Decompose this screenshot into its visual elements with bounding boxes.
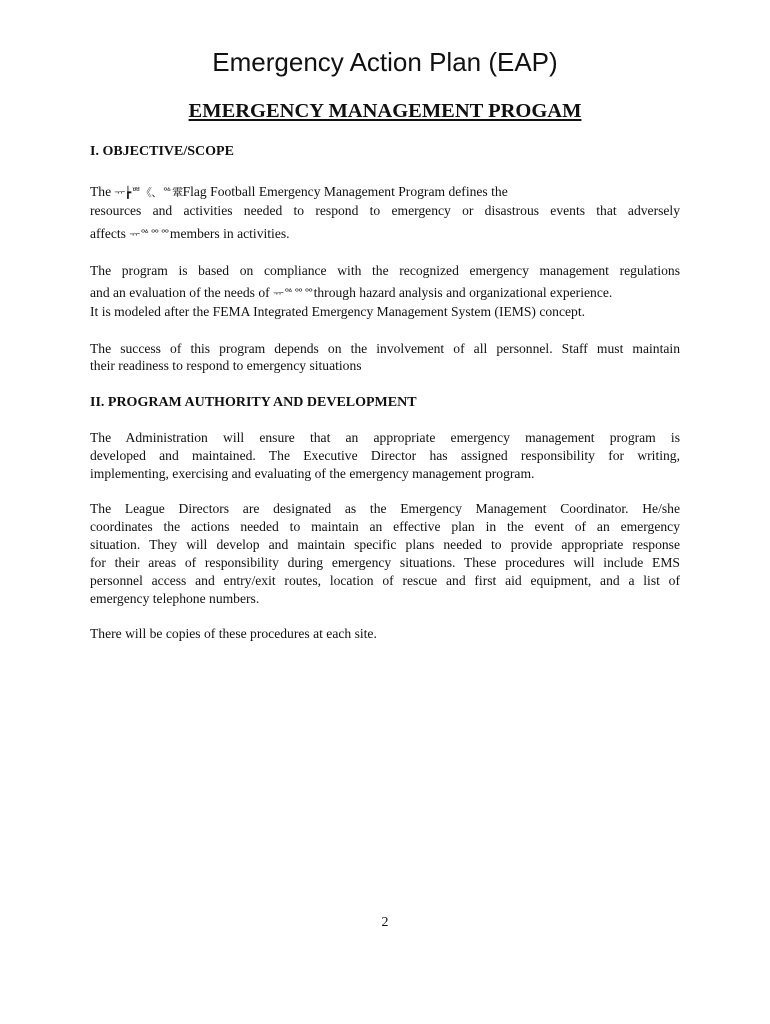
paragraph-line bbox=[90, 225, 290, 244]
paragraph-copies bbox=[90, 625, 680, 645]
paragraph-line: implementing, exercising and evaluating of the emergency management program. bbox=[90, 466, 535, 481]
garbled-glyph-text: ᅲ┢ᄈ《、ᅆ bbox=[114, 186, 173, 199]
paragraph-success bbox=[90, 340, 680, 380]
paragraph-line: The program is based on compliance with the recognized emergency management regulations bbox=[90, 263, 680, 278]
paragraph-line: The success of this program depends on the involvement of all personnel. Staff must maintain bbox=[90, 341, 680, 356]
garbled-glyph-text: ᅲᅆᅇᅇ bbox=[273, 287, 314, 300]
paragraph-line: emergency telephone numbers. bbox=[90, 591, 260, 606]
paragraph-objective-scope bbox=[90, 183, 680, 243]
garbled-glyph-text: 䨣 bbox=[172, 186, 183, 199]
paragraph-compliance bbox=[90, 262, 680, 322]
paragraph-line: personnel access and entry/exit routes, location of rescue and first aid equipment, and a list of bbox=[90, 573, 680, 588]
paragraph-line bbox=[90, 284, 612, 303]
garbled-glyph-text: ᅲᅆᅇᅇ bbox=[129, 228, 170, 241]
text-fragment: members in activities. bbox=[169, 226, 290, 241]
paragraph-line: The Administration will ensure that an appropriate emergency management program is bbox=[90, 430, 680, 445]
paragraph-line bbox=[90, 183, 508, 202]
document-subtitle: EMERGENCY MANAGEMENT PROGAM bbox=[188, 100, 582, 122]
paragraph-line: It is modeled after the FEMA Integrated Emergency Management System (IEMS) concept. bbox=[90, 304, 586, 319]
section-heading-program-authority: II. PROGRAM AUTHORITY AND DEVELOPMENT bbox=[90, 395, 417, 410]
text-fragment: and an evaluation of the needs of bbox=[90, 285, 274, 300]
paragraph-line: resources and activities needed to respond to emergency or disastrous events that adversely bbox=[90, 203, 680, 218]
paragraph-line: developed and maintained. The Executive Director has assigned responsibility for writing, bbox=[90, 448, 680, 463]
text-fragment: The bbox=[90, 184, 115, 199]
paragraph-line: for their areas of responsibility during emergency situations. These procedures will include EMS bbox=[90, 555, 680, 570]
document-title: Emergency Action Plan (EAP) bbox=[212, 47, 558, 77]
text-fragment: through hazard analysis and organizational experience. bbox=[313, 285, 613, 300]
paragraph-league-directors bbox=[90, 500, 680, 610]
page-number: 2 bbox=[381, 915, 389, 930]
paragraph-line: coordinates the actions needed to maintain an effective plan in the event of an emergency bbox=[90, 519, 680, 534]
paragraph-line: situation. They will develop and maintain specific plans needed to provide appropriate response bbox=[90, 537, 680, 552]
paragraph-administration bbox=[90, 429, 680, 485]
text-fragment: affects bbox=[90, 226, 130, 241]
paragraph-line: their readiness to respond to emergency situations bbox=[90, 358, 362, 373]
paragraph-line: There will be copies of these procedures at each site. bbox=[90, 626, 377, 641]
section-heading-objective-scope: I. OBJECTIVE/SCOPE bbox=[90, 144, 234, 159]
text-fragment: Flag Football Emergency Management Program defines the bbox=[182, 184, 508, 199]
paragraph-line: The League Directors are designated as the Emergency Management Coordinator. He/she bbox=[90, 501, 680, 516]
